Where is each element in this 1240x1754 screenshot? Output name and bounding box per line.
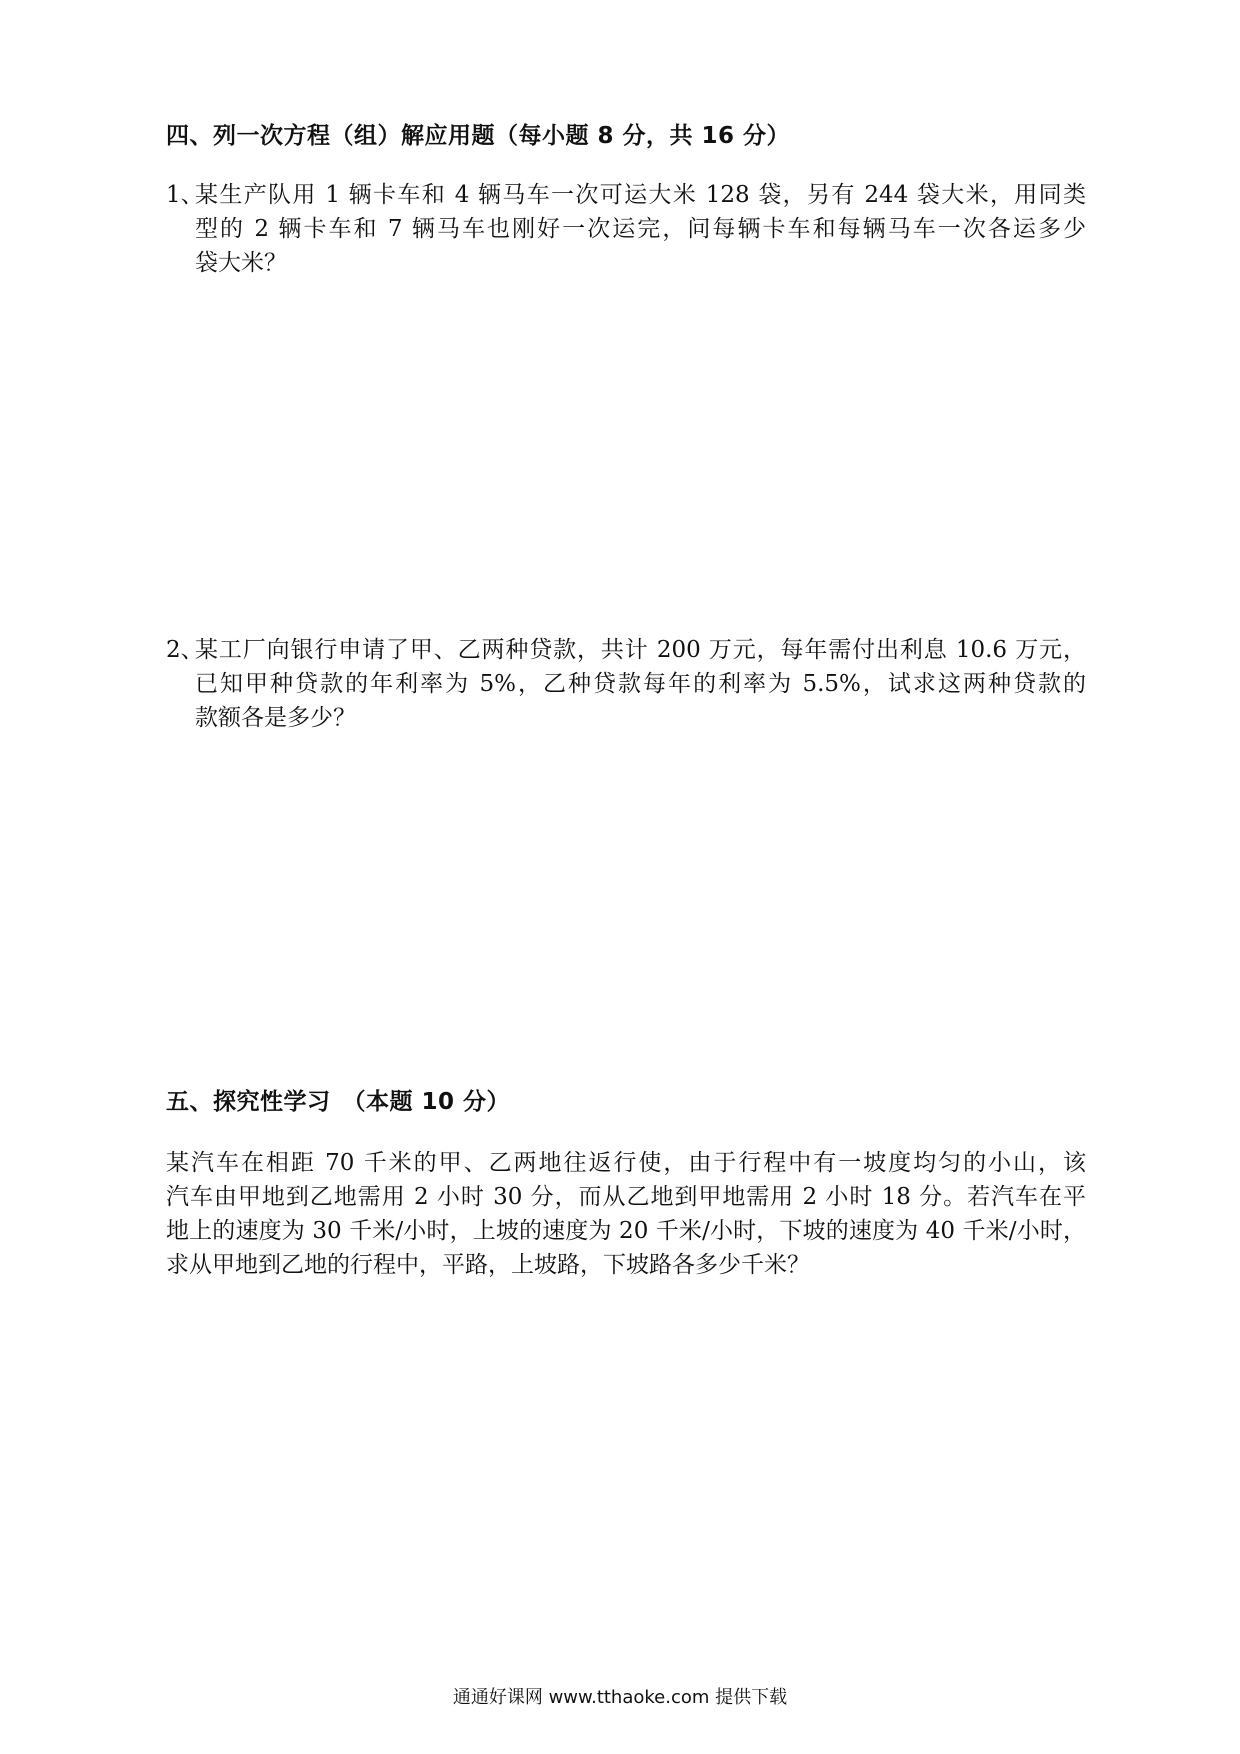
question-2-line-2: 已知甲种贷款的年利率为 5%，乙种贷款每年的利率为 5.5%，试求这两种贷款的 [195,671,1086,697]
exploration-line-1: 某汽车在相距 70 千米的甲、乙两地往返行使，由于行程中有一坡度均匀的小山，该 [166,1150,1086,1176]
question-1 [166,178,1086,280]
question-2-line-3: 款额各是多少？ [195,705,356,731]
exploration-line-4: 求从甲地到乙地的行程中，平路，上坡路，下坡路各多少千米？ [166,1252,810,1278]
exploration-problem [166,1146,1086,1282]
question-1-line-2: 型的 2 辆卡车和 7 辆马车也刚好一次运完，问每辆卡车和每辆马车一次各运多少 [195,216,1086,242]
question-2 [166,633,1086,735]
question-2-number: 2、 [166,637,204,663]
exploration-line-3: 地上的速度为 30 千米/小时，上坡的速度为 20 千米/小时，下坡的速度为 40 千米/小时， [166,1218,1086,1244]
question-1-number: 1、 [166,182,204,208]
section-4-heading: 四、列一次方程（组）解应用题（每小题 8 分，共 16 分） [166,123,791,149]
question-1-line-3: 袋大米？ [195,250,287,276]
question-2-line-1: 某工厂向银行申请了甲、乙两种贷款，共计 200 万元，每年需付出利息 10.6 万元， [195,637,1086,663]
page-footer: 通通好课网 www.tthaoke.com 提供下载 [452,1687,788,1708]
question-1-line-1: 某生产队用 1 辆卡车和 4 辆马车一次可运大米 128 袋，另有 244 袋大米，用同类 [195,182,1086,208]
exploration-line-2: 汽车由甲地到乙地需用 2 小时 30 分，而从乙地到甲地需用 2 小时 18 分。若汽车在平 [166,1184,1086,1210]
section-5-heading: 五、探究性学习 （本题 10 分） [166,1089,511,1115]
